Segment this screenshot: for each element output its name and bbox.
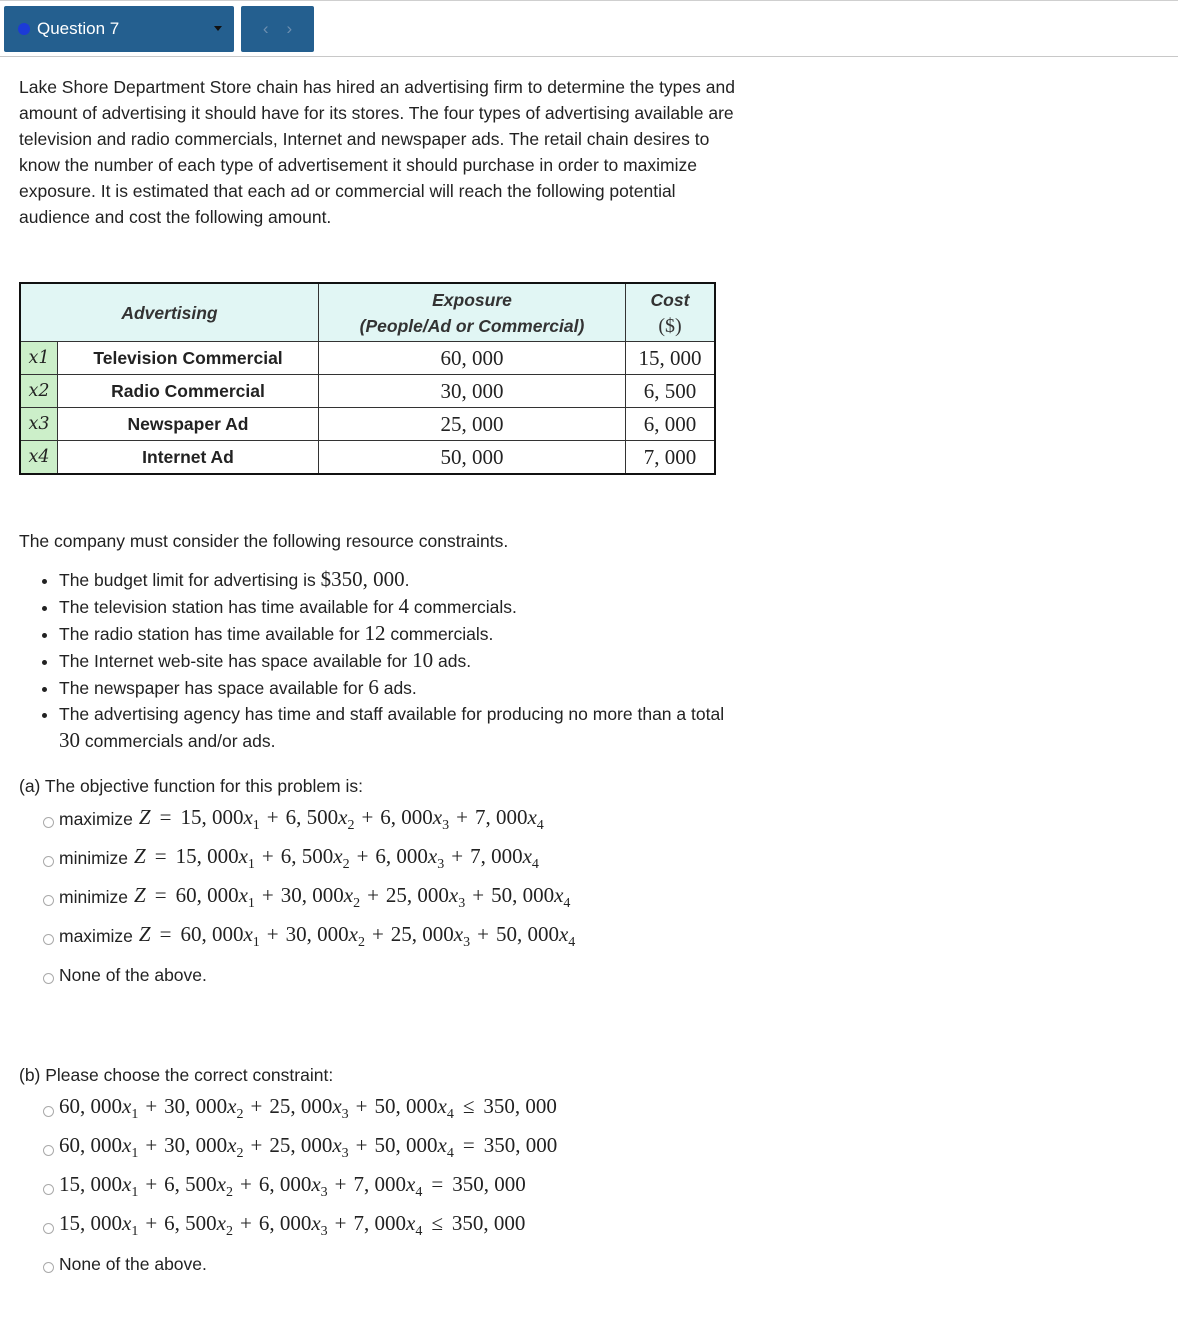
- constraints-intro: The company must consider the following resource constraints.: [19, 531, 509, 551]
- answer-option[interactable]: [19, 917, 575, 956]
- row-exposure: 25, 000: [319, 408, 626, 441]
- coefficient: 6, 000: [380, 804, 433, 829]
- variable: x: [558, 921, 569, 946]
- constraint-text-end: ads.: [378, 678, 417, 698]
- row-cost: 6, 000: [626, 408, 716, 441]
- answer-option[interactable]: [19, 1206, 557, 1245]
- chevron-down-icon: [214, 26, 222, 31]
- variable: x: [216, 1210, 226, 1235]
- constraint-number: 4: [398, 594, 409, 618]
- radio-button[interactable]: [43, 1184, 54, 1195]
- variable-index: 3: [320, 1185, 328, 1201]
- variable: x: [406, 1171, 416, 1196]
- row-cost: 6, 500: [626, 375, 716, 408]
- table-row: [20, 375, 715, 408]
- right-hand-side: 350, 000: [452, 1171, 526, 1196]
- variable: x: [432, 804, 443, 829]
- variable-index: 1: [247, 896, 255, 912]
- variable-index: 4: [568, 935, 576, 951]
- plus-sign: +: [250, 1093, 263, 1118]
- constraint-text-end: .: [404, 570, 410, 590]
- radio-button[interactable]: [43, 895, 54, 906]
- answer-option[interactable]: [19, 1245, 557, 1284]
- variable: x: [437, 1093, 447, 1118]
- equals-sign: =: [154, 843, 167, 868]
- option-label: None of the above.: [59, 965, 207, 985]
- radio-button[interactable]: [43, 1145, 54, 1156]
- variable-index: 3: [442, 818, 450, 834]
- objective-variable: Z: [138, 804, 151, 829]
- equals-sign: =: [159, 921, 172, 946]
- variable: x: [122, 1210, 132, 1235]
- header-exposure-line1: Exposure: [432, 289, 512, 310]
- plus-sign: +: [334, 1210, 347, 1235]
- variable-index: 3: [341, 1107, 349, 1123]
- variable-index: 2: [357, 935, 365, 951]
- plus-sign: +: [361, 804, 374, 829]
- coefficient: 60, 000: [59, 1132, 122, 1157]
- radio-button[interactable]: [43, 1106, 54, 1117]
- answer-option[interactable]: [19, 800, 575, 839]
- coefficient: 25, 000: [269, 1093, 333, 1118]
- variable: x: [453, 921, 464, 946]
- row-name: Radio Commercial: [58, 375, 319, 408]
- table-header-row: [20, 283, 715, 342]
- coefficient: 6, 500: [280, 843, 334, 868]
- radio-button[interactable]: [43, 817, 54, 828]
- answer-option[interactable]: [19, 878, 575, 917]
- table-row: [20, 441, 715, 475]
- variable-index: 2: [236, 1146, 244, 1162]
- coefficient: 60, 000: [180, 921, 244, 946]
- answer-option[interactable]: [19, 1128, 557, 1167]
- question-label: Question 7: [37, 19, 120, 38]
- variable: x: [227, 1093, 237, 1118]
- relation-sign: =: [431, 1171, 444, 1196]
- advertising-table: [19, 282, 716, 475]
- header-advertising: Advertising: [20, 283, 319, 342]
- variable-index: 2: [236, 1107, 244, 1123]
- option-label: None of the above.: [59, 1254, 207, 1274]
- variable-index: 3: [463, 935, 471, 951]
- radio-button[interactable]: [43, 856, 54, 867]
- top-border: [0, 0, 1178, 1]
- variable: x: [332, 1093, 342, 1118]
- constraint-expression: [59, 1133, 557, 1162]
- plus-sign: +: [477, 921, 489, 946]
- variable: x: [227, 1132, 237, 1157]
- plus-sign: +: [145, 1210, 158, 1235]
- objective-variable: Z: [134, 882, 146, 907]
- variable: x: [437, 1132, 447, 1157]
- radio-button[interactable]: [43, 1223, 54, 1234]
- coefficient: 50, 000: [491, 882, 555, 907]
- constraint-text-end: commercials.: [385, 624, 494, 644]
- coefficient: 15, 000: [175, 843, 239, 868]
- row-variable: x3: [20, 408, 58, 441]
- coefficient: 25, 000: [385, 882, 449, 907]
- objective-function: [134, 844, 539, 873]
- objective-function: [139, 805, 544, 834]
- variable: x: [343, 882, 354, 907]
- variable: x: [406, 1210, 416, 1235]
- coefficient: 15, 000: [180, 804, 244, 829]
- objective-direction: maximize: [59, 809, 133, 829]
- prev-question-icon[interactable]: ‹: [262, 19, 269, 38]
- variable-index: 1: [131, 1146, 139, 1162]
- variable: x: [332, 1132, 342, 1157]
- constraints-list: [19, 566, 739, 754]
- variable-index: 1: [131, 1107, 139, 1123]
- plus-sign: +: [334, 1171, 347, 1196]
- plus-sign: +: [240, 1210, 252, 1235]
- coefficient: 30, 000: [280, 882, 344, 907]
- row-variable: x4: [20, 441, 58, 475]
- plus-sign: +: [240, 1171, 252, 1196]
- plus-sign: +: [451, 843, 464, 868]
- part-a-options: [19, 800, 575, 956]
- objective-function: [134, 883, 570, 912]
- variable-index: 1: [131, 1185, 139, 1201]
- question-status-dot: [18, 23, 30, 35]
- variable: x: [238, 882, 248, 907]
- coefficient: 50, 000: [374, 1093, 438, 1118]
- part-a: [19, 772, 575, 995]
- variable: x: [238, 843, 248, 868]
- relation-sign: =: [462, 1132, 475, 1157]
- right-hand-side: 350, 000: [483, 1132, 558, 1157]
- plus-sign: +: [250, 1132, 263, 1157]
- variable-index: 4: [446, 1107, 454, 1123]
- coefficient: 6, 500: [164, 1210, 217, 1235]
- constraint-text-end: commercials.: [408, 597, 517, 617]
- variable: x: [333, 843, 343, 868]
- constraint-text: The newspaper has space available for: [59, 678, 369, 698]
- radio-button[interactable]: [43, 973, 54, 984]
- header-exposure: [319, 283, 626, 342]
- variable: x: [348, 921, 358, 946]
- question-nav: [241, 6, 314, 52]
- variable: x: [122, 1093, 132, 1118]
- toolbar-divider: [0, 56, 1178, 57]
- plus-sign: +: [266, 921, 279, 946]
- radio-button[interactable]: [43, 1262, 54, 1273]
- constraint-number: $350, 000: [320, 567, 405, 591]
- constraint-number: 6: [368, 675, 379, 699]
- objective-direction: maximize: [59, 926, 133, 946]
- list-item: [59, 674, 739, 701]
- variable-index: 1: [252, 818, 260, 834]
- problem-statement: [19, 74, 739, 230]
- constraint-expression: [59, 1211, 525, 1240]
- coefficient: 50, 000: [495, 921, 559, 946]
- list-item: [59, 647, 739, 674]
- equals-sign: =: [159, 804, 172, 829]
- variable: x: [338, 804, 348, 829]
- constraint-number: 10: [412, 648, 434, 672]
- header-cost-line1: Cost: [650, 289, 690, 310]
- coefficient: 6, 000: [258, 1171, 312, 1196]
- variable: x: [216, 1171, 226, 1196]
- header-cost-line2: ($): [658, 314, 682, 337]
- plus-sign: +: [472, 882, 485, 907]
- variable-index: 4: [536, 818, 544, 834]
- row-variable: x2: [20, 375, 58, 408]
- coefficient: 15, 000: [59, 1171, 122, 1196]
- answer-option[interactable]: [19, 1089, 557, 1128]
- coefficient: 30, 000: [164, 1132, 228, 1157]
- coefficient: 60, 000: [59, 1093, 122, 1118]
- plus-sign: +: [367, 882, 379, 907]
- question-select[interactable]: [4, 6, 234, 52]
- coefficient: 6, 000: [258, 1210, 312, 1235]
- intro-text: Lake Shore Department Store chain has hired an advertising firm to determine the types and amount of advertising it should have for its stores. The four types of advertising available are television and radio commercials, Internet and newspaper ads. The retail chain desires to know the number of each type of advertisement it should purchase in order to maximize exposure. It is estimated that each ad or commercial will reach the following potential audience and cost the following amount.: [19, 77, 735, 227]
- question-toolbar: [0, 4, 1178, 56]
- list-item: [59, 566, 739, 593]
- constraint-text: The budget limit for advertising is: [59, 570, 321, 590]
- constraint-text-end: ads.: [433, 651, 472, 671]
- constraint-text: The television station has time available for: [59, 597, 399, 617]
- coefficient: 30, 000: [285, 921, 349, 946]
- answer-option[interactable]: [19, 956, 575, 995]
- coefficient: 25, 000: [269, 1132, 333, 1157]
- coefficient: 60, 000: [175, 882, 239, 907]
- row-exposure: 60, 000: [319, 342, 626, 375]
- radio-button[interactable]: [43, 934, 54, 945]
- variable: x: [527, 804, 537, 829]
- variable: x: [311, 1210, 321, 1235]
- plus-sign: +: [371, 921, 384, 946]
- objective-direction: minimize: [59, 887, 129, 907]
- variable-index: 2: [226, 1224, 233, 1240]
- answer-option[interactable]: [19, 839, 575, 878]
- header-exposure-line2: (People/Ad or Commercial): [359, 315, 585, 336]
- constraint-number: 12: [364, 621, 386, 645]
- row-name: Newspaper Ad: [58, 408, 319, 441]
- row-name: Internet Ad: [58, 441, 319, 475]
- coefficient: 7, 000: [474, 804, 528, 829]
- plus-sign: +: [145, 1171, 158, 1196]
- part-b: [19, 1061, 557, 1284]
- variable-index: 2: [226, 1185, 233, 1201]
- table-row: [20, 408, 715, 441]
- coefficient: 15, 000: [59, 1210, 122, 1235]
- variable-index: 3: [458, 896, 466, 912]
- coefficient: 30, 000: [164, 1093, 228, 1118]
- constraint-text-end: commercials and/or ads.: [80, 731, 276, 751]
- relation-sign: ≤: [462, 1093, 475, 1118]
- row-exposure: 50, 000: [319, 441, 626, 475]
- constraint-text: The advertising agency has time and staff available for producing no more than a total: [59, 704, 725, 724]
- coefficient: 7, 000: [353, 1171, 407, 1196]
- plus-sign: +: [355, 1093, 368, 1118]
- variable-index: 1: [252, 935, 260, 951]
- relation-sign: ≤: [431, 1210, 443, 1235]
- variable-index: 2: [353, 896, 361, 912]
- variable: x: [122, 1171, 132, 1196]
- plus-sign: +: [456, 804, 468, 829]
- plus-sign: +: [261, 843, 274, 868]
- constraint-expression: [59, 1094, 557, 1123]
- variable-index: 2: [347, 818, 355, 834]
- variable: x: [448, 882, 459, 907]
- variable: x: [427, 843, 438, 868]
- variable: x: [311, 1171, 321, 1196]
- variable-index: 3: [437, 857, 445, 873]
- answer-option[interactable]: [19, 1167, 557, 1206]
- right-hand-side: 350, 000: [483, 1093, 557, 1118]
- variable-index: 4: [446, 1146, 454, 1162]
- objective-direction: minimize: [59, 848, 129, 868]
- right-hand-side: 350, 000: [451, 1210, 526, 1235]
- coefficient: 6, 500: [164, 1171, 217, 1196]
- plus-sign: +: [355, 1132, 368, 1157]
- row-cost: 7, 000: [626, 441, 716, 475]
- row-exposure: 30, 000: [319, 375, 626, 408]
- coefficient: 6, 500: [285, 804, 339, 829]
- variable-index: 3: [320, 1224, 328, 1240]
- objective-variable: Z: [138, 921, 151, 946]
- coefficient: 6, 000: [375, 843, 428, 868]
- plus-sign: +: [145, 1132, 158, 1157]
- row-variable: x1: [20, 342, 58, 375]
- objective-function: [139, 922, 575, 951]
- objective-variable: Z: [134, 843, 146, 868]
- equals-sign: =: [154, 882, 167, 907]
- constraint-number: 30: [59, 728, 80, 752]
- constraint-text: The Internet web-site has space available for: [59, 651, 413, 671]
- variable-index: 3: [341, 1146, 349, 1162]
- coefficient: 7, 000: [353, 1210, 407, 1235]
- plus-sign: +: [261, 882, 274, 907]
- constraint-text: The radio station has time available for: [59, 624, 365, 644]
- variable: x: [243, 804, 253, 829]
- part-b-options: [19, 1089, 557, 1245]
- table-row: [20, 342, 715, 375]
- variable: x: [122, 1132, 132, 1157]
- header-cost: [626, 283, 716, 342]
- plus-sign: +: [356, 843, 369, 868]
- variable-index: 4: [415, 1185, 423, 1201]
- plus-sign: +: [266, 804, 279, 829]
- variable-index: 4: [415, 1224, 423, 1240]
- coefficient: 7, 000: [470, 843, 523, 868]
- variable-index: 1: [131, 1224, 139, 1240]
- constraint-expression: [59, 1172, 526, 1201]
- variable-index: 2: [342, 857, 350, 873]
- list-item: [59, 620, 739, 647]
- row-name: Television Commercial: [58, 342, 319, 375]
- variable: x: [522, 843, 532, 868]
- part-b-question: (b) Please choose the correct constraint:: [19, 1065, 334, 1085]
- row-cost: 15, 000: [626, 342, 716, 375]
- variable-index: 4: [531, 857, 539, 873]
- variable: x: [243, 921, 253, 946]
- variable: x: [554, 882, 564, 907]
- next-question-icon[interactable]: ›: [286, 19, 293, 38]
- constraints-section: [19, 528, 739, 754]
- coefficient: 25, 000: [390, 921, 454, 946]
- list-item: [59, 701, 739, 754]
- variable-index: 4: [563, 896, 571, 912]
- coefficient: 50, 000: [374, 1132, 438, 1157]
- part-a-question: (a) The objective function for this problem is:: [19, 776, 364, 796]
- variable-index: 1: [247, 857, 255, 873]
- list-item: [59, 593, 739, 620]
- plus-sign: +: [145, 1093, 158, 1118]
